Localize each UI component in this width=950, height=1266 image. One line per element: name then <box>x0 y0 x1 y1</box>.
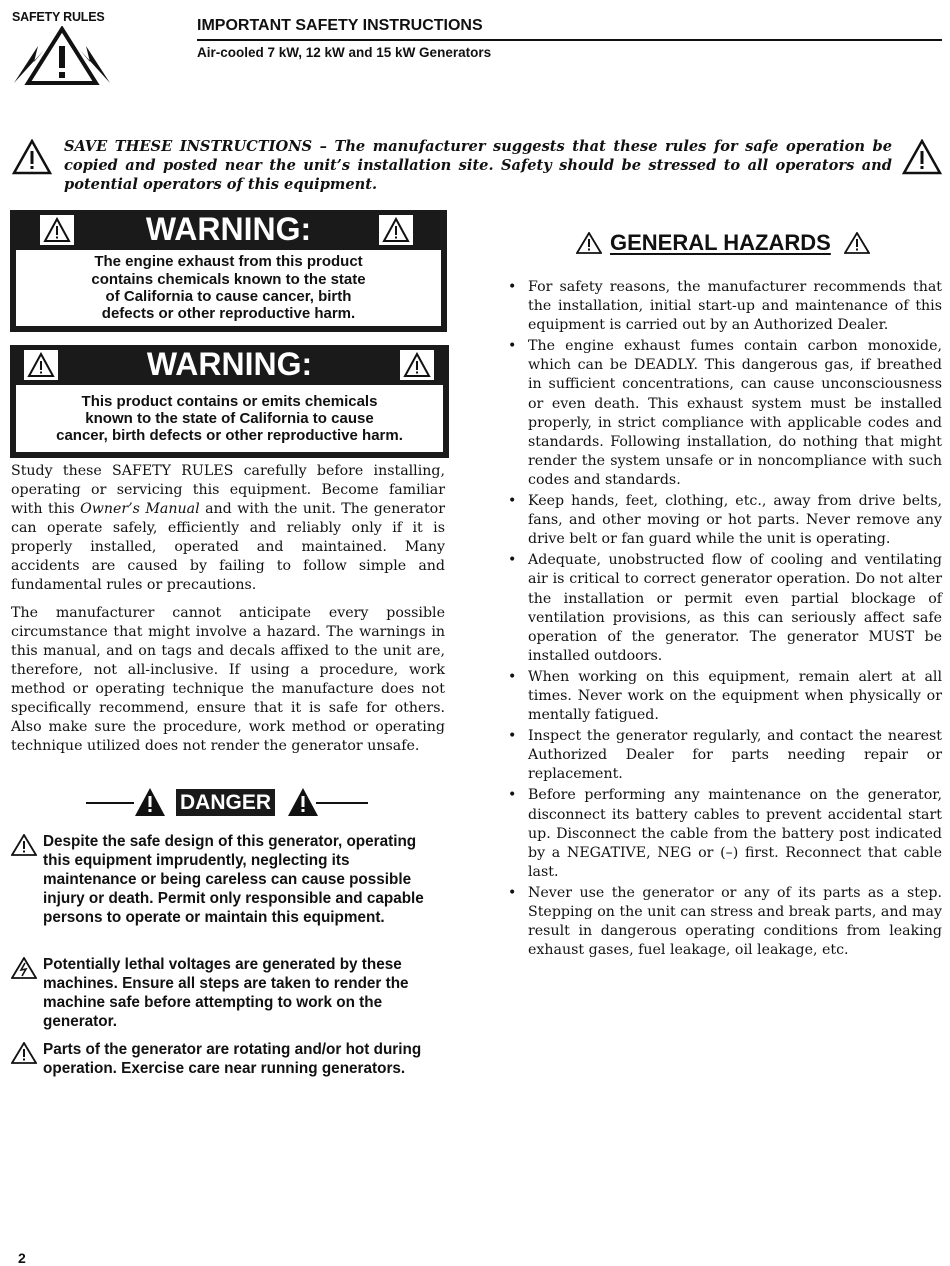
danger-header <box>86 786 368 818</box>
warning-line: defects or other reproductive harm. <box>101 305 356 323</box>
bullet-icon: • <box>508 338 517 355</box>
divider <box>86 802 134 804</box>
warning-triangle-icon <box>11 1042 37 1064</box>
warning-triangle-icon <box>11 834 37 856</box>
save-instructions-notice <box>12 137 942 197</box>
hazard-item <box>508 786 942 881</box>
hazard-item <box>508 668 942 725</box>
warning-line: known to the state of California to cause <box>85 409 374 427</box>
danger-item-text: Potentially lethal voltages are generated by these machines. Ensure all steps are taken to render the machine safe before attempting to work on the generator. <box>43 956 409 1030</box>
bullet-icon: • <box>508 668 517 685</box>
hazard-item <box>508 551 942 666</box>
warning-triangle-icon <box>379 215 413 245</box>
danger-triangle-icon <box>134 787 166 817</box>
hazard-item-text: Before performing any maintenance on the generator, disconnect its battery cables to prevent accidental start up. Disconnect the cable from the battery post indicated by a NEGATIVE, NEG or (–) first. Reconnect that cable last. <box>528 787 942 880</box>
hazard-item-text: For safety reasons, the manufacturer recommends that the installation, initial start-up and maintenance of this equipment is carried out by an Authorized Dealer. <box>528 279 942 334</box>
header-subtitle: Air-cooled 7 kW, 12 kW and 15 kW Generators <box>197 45 492 60</box>
save-instructions-text: SAVE THESE INSTRUCTIONS – The manufacturer suggests that these rules for safe operation be copied and posted near the unit’s installation site. Safety should be stressed to all operators and potential operators of this equipment. <box>64 138 892 193</box>
danger-item-text: Despite the safe design of this generator, operating this equipment imprudently, neglecting its maintenance or being careless can cause possible injury or death. Permit only responsible and capable persons to operate or maintain this equipment. <box>43 833 424 926</box>
warning-line: This product contains or emits chemicals <box>81 392 378 410</box>
hazard-item-text: When working on this equipment, remain alert at all times. Never work on the equipment when physically or mentally fatigued. <box>528 668 942 724</box>
warning-line: The engine exhaust from this product <box>94 253 363 271</box>
warning-triangle-icon <box>576 232 602 254</box>
warning-title: WARNING: <box>145 211 312 247</box>
warning-box-chemicals <box>10 345 449 458</box>
safety-rules-logo <box>12 10 112 88</box>
hazard-item <box>508 727 942 784</box>
warning-line: cancer, birth defects or other reproductive harm. <box>56 427 403 445</box>
bullet-icon: • <box>508 552 517 569</box>
danger-item <box>11 955 441 1031</box>
general-hazards-title: GENERAL HAZARDS <box>610 230 831 255</box>
bullet-icon: • <box>508 493 517 510</box>
bullet-icon: • <box>508 884 517 901</box>
danger-item <box>11 1040 441 1078</box>
hazard-item <box>508 492 942 549</box>
warning-text <box>16 250 441 326</box>
warning-title: WARNING: <box>146 346 313 382</box>
hazard-item-text: Never use the generator or any of its parts as a step. Stepping on the unit can stress and break parts, and may result in dangerous operating conditions from leaking exhaust gases, fuel leakage, oil leakage, etc. <box>528 884 942 959</box>
hazard-item-text: Inspect the generator regularly, and contact the nearest Authorized Dealer for parts needing repair or replacement. <box>528 728 942 783</box>
hazard-item-text: Keep hands, feet, clothing, etc., away from drive belts, fans, and other moving or hot parts. Never remove any drive belt or fan guard while the unit is operating. <box>528 493 942 548</box>
electric-shock-icon <box>11 957 37 979</box>
danger-item <box>11 832 441 927</box>
warning-triangle-icon <box>844 232 870 254</box>
page-header <box>197 17 942 60</box>
hazard-item <box>508 884 942 960</box>
warning-box-exhaust <box>10 210 447 332</box>
electric-hazard-icon <box>14 26 110 86</box>
warning-triangle-icon <box>12 139 52 175</box>
danger-item-text: Parts of the generator are rotating and/or hot during operation. Exercise care near running generators. <box>43 1041 422 1077</box>
general-hazards-list <box>508 278 942 962</box>
intro-text-run: Study these SAFETY RULES carefully before installing, operating or servicing this equipment. Become familiar with this <box>11 463 445 517</box>
header-title: IMPORTANT SAFETY INSTRUCTIONS <box>197 17 942 41</box>
warning-line: contains chemicals known to the state <box>91 270 366 288</box>
page-number: 2 <box>18 1250 26 1266</box>
warning-text <box>16 385 443 452</box>
hazard-item <box>508 278 942 335</box>
danger-triangle-icon <box>287 787 319 817</box>
intro-text-run: and with the unit. The generator can operate safely, efficiently and reliably only if it is properly installed, operated and maintained. Many accidents are caused by failing to follow simple and fundamental rules or precautions. <box>11 501 445 593</box>
logo-label: SAFETY RULES <box>12 10 105 24</box>
divider <box>316 802 368 804</box>
owners-manual-title: Owner’s Manual <box>80 501 200 517</box>
general-hazards-heading <box>576 228 876 260</box>
warning-triangle-icon <box>902 139 942 175</box>
intro-paragraph-2: The manufacturer cannot anticipate every possible circumstance that might involve a hazard. The warnings in this manual, and on tags and decals affixed to the unit are, therefore, not all-inclusive. If using a procedure, work method or operating technique the manufacture does not specifically recommend, ensure that it is safe for others. Also make sure the procedure, work method or operating technique utilized does not render the generator unsafe. <box>11 605 445 754</box>
bullet-icon: • <box>508 279 517 295</box>
bullet-icon: • <box>508 728 517 745</box>
intro-text <box>11 462 445 765</box>
danger-label: DANGER <box>176 789 275 816</box>
bullet-icon: • <box>508 787 517 804</box>
hazard-item-text: The engine exhaust fumes contain carbon monoxide, which can be DEADLY. This dangerous gas, if breathed in sufficient concentrations, can cause unconsciousness or even death. This exhaust system must be installed properly, in strict compliance with applicable codes and standards. Following installation, do nothing that might render the system unsafe or in noncompliance with such codes and standards. <box>528 338 942 488</box>
intro-paragraph-1 <box>11 462 445 595</box>
warning-line: of California to cause cancer, birth <box>105 288 352 305</box>
hazard-item <box>508 337 942 490</box>
warning-triangle-icon <box>400 350 434 380</box>
hazard-item-text: Adequate, unobstructed flow of cooling and ventilating air is critical to correct generator operation. Do not alter the installation or permit even partial blockage of ventilation provisions, as this can seriously affect safe operation of the generator. The generator MUST be installed outdoors. <box>528 552 942 664</box>
